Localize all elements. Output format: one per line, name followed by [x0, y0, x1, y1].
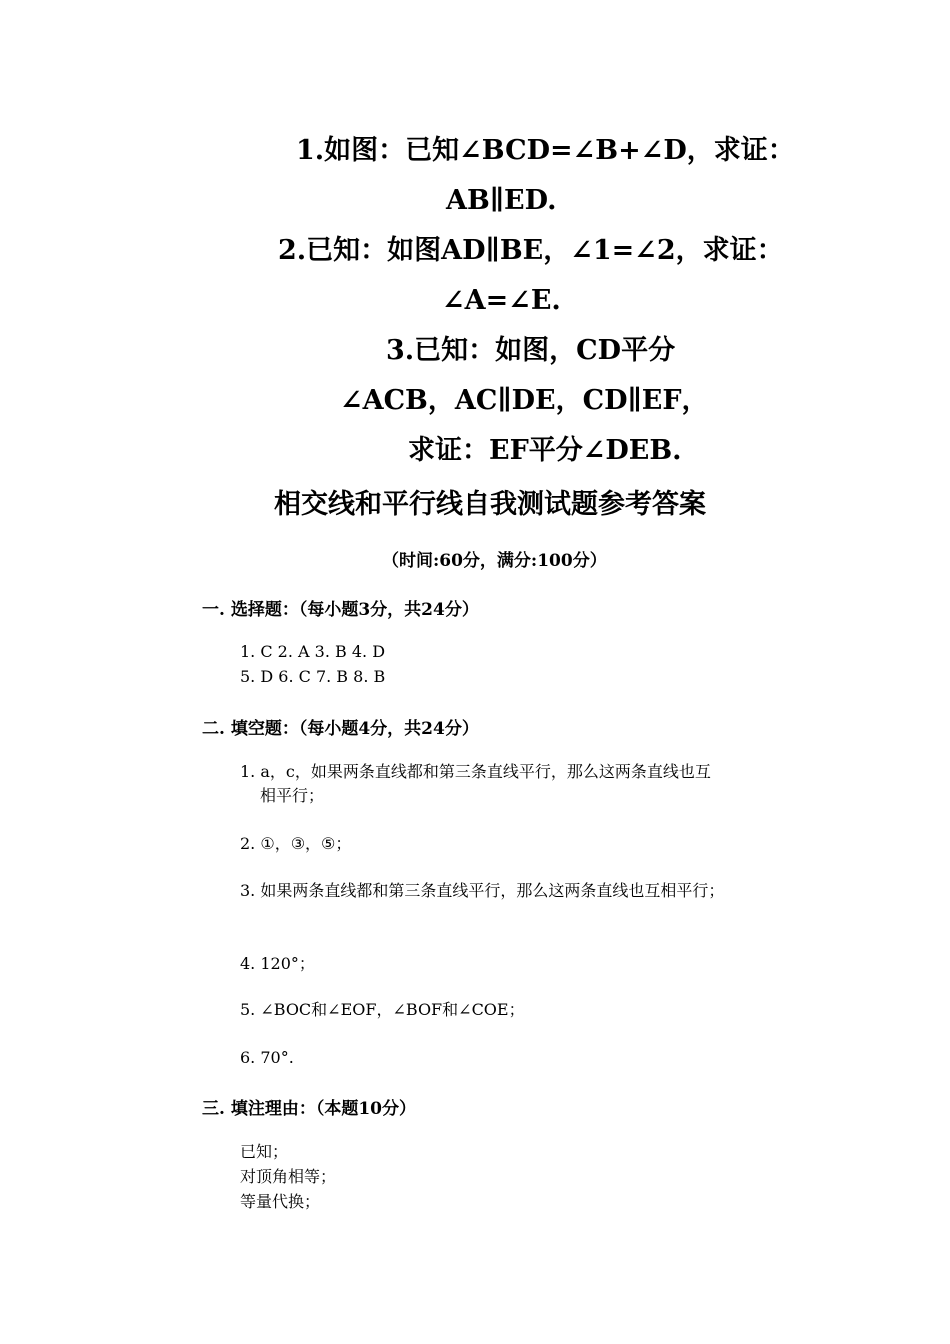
- section-1-answers-row-1: 1. C 2. A 3. B 4. D: [240, 642, 386, 661]
- fill-item-1: 1. a，c，如果两条直线都和第三条直线平行，那么这两条直线也互: [240, 762, 711, 781]
- fill-item-4: 4. 120°；: [240, 954, 315, 973]
- section-1-answers-row-2: 5. D 6. C 7. B 8. B: [240, 667, 386, 686]
- section-2-heading: 二. 填空题：（每小题4分，共24分）: [202, 719, 479, 739]
- time-info: （时间:60分，满分:100分）: [382, 551, 607, 571]
- section-1-heading: 一. 选择题：（每小题3分，共24分）: [202, 600, 479, 620]
- reason-line-2: 对顶角相等；: [240, 1167, 337, 1186]
- problem-1-line-2: AB∥ED.: [446, 185, 557, 216]
- reason-line-1: 已知；: [240, 1142, 289, 1161]
- fill-item-2: 2. ①，③，⑤；: [240, 834, 352, 853]
- fill-item-3: 3. 如果两条直线都和第三条直线平行，那么这两条直线也互相平行；: [240, 881, 725, 900]
- problem-1-line-1: 1.如图：已知∠BCD=∠B+∠D，求证：: [296, 135, 795, 166]
- fill-item-1-continued: 相平行；: [260, 786, 325, 805]
- reason-line-3: 等量代换；: [240, 1192, 321, 1211]
- problem-3-line-3: 求证：EF平分∠DEB.: [408, 435, 682, 466]
- problem-3-line-1: 3.已知：如图，CD平分: [386, 335, 676, 366]
- fill-item-6: 6. 70°.: [240, 1048, 294, 1067]
- answer-title: 相交线和平行线自我测试题参考答案: [274, 489, 706, 520]
- problem-2-line-1: 2.已知：如图AD∥BE，∠1=∠2，求证：: [278, 235, 784, 266]
- fill-item-5: 5. ∠BOC和∠EOF，∠BOF和∠COE；: [240, 1000, 525, 1019]
- section-3-heading: 三. 填注理由：（本题10分）: [202, 1099, 416, 1119]
- problem-3-line-2: ∠ACB，AC∥DE，CD∥EF，: [340, 385, 709, 416]
- problem-2-line-2: ∠A=∠E.: [442, 285, 561, 316]
